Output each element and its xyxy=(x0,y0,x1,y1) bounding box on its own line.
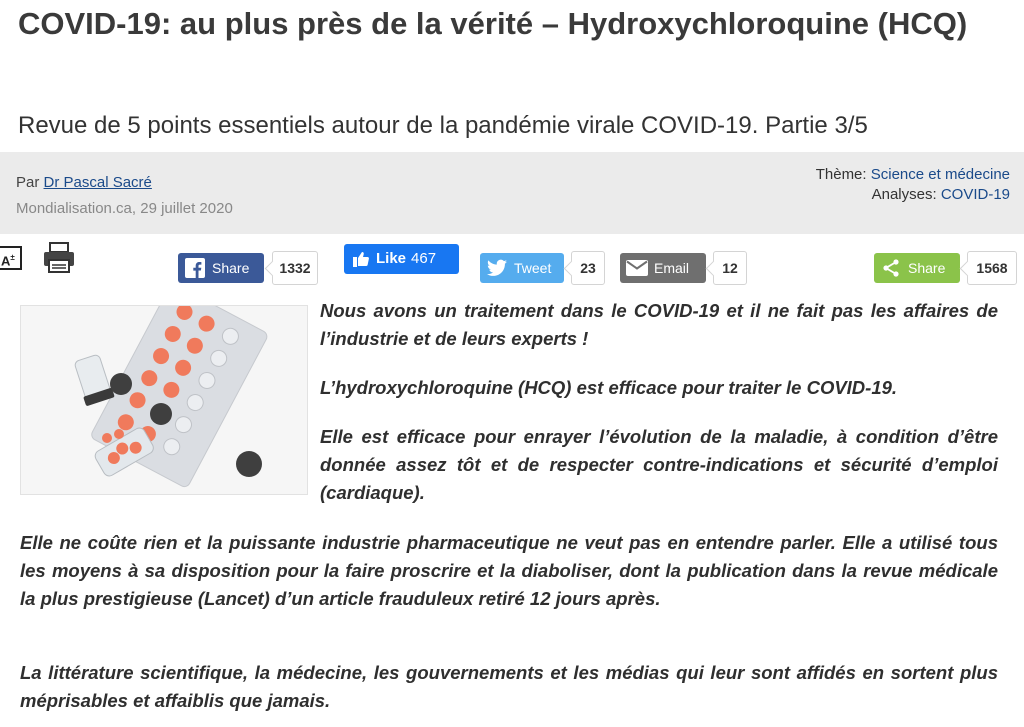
twitter-tweet-button[interactable] xyxy=(480,253,564,283)
paragraph-5: La littérature scientifique, la médecine, les gouvernements et les médias qui leur sont affidés en sortent plus méprisables et affaiblis que jamais. xyxy=(20,662,998,711)
tweet-count: 23 xyxy=(571,251,605,285)
twitter-icon xyxy=(486,257,508,279)
email-label: Email xyxy=(654,260,690,276)
tweet-label: Tweet xyxy=(514,260,552,276)
source-date: Mondialisation.ca, 29 juillet 2020 xyxy=(16,200,233,217)
paragraph-4: Elle ne coûte rien et la puissante industrie pharmaceutique ne veut pas en entendre parler. Elle a utilisé tous les moyens à sa disposition pour la faire proscrire et la diaboliser, dont la publication dans la revue médicale la plus prestigieuse (Lancet) d’un article frauduleux retiré 12 jours après. xyxy=(20,532,998,609)
generic-share-count: 1568 xyxy=(967,251,1017,285)
facebook-share-button[interactable] xyxy=(178,253,264,283)
paragraph-2: L’hydroxychloroquine (HCQ) est efficace pour traiter le COVID-19. xyxy=(320,377,898,398)
print-button[interactable] xyxy=(42,242,76,279)
font-size-icon: A xyxy=(1,253,11,269)
printer-icon xyxy=(42,242,76,274)
theme-link[interactable]: Science et médecine xyxy=(870,166,1010,183)
email-icon xyxy=(626,257,648,279)
article-photo-pills xyxy=(20,305,308,495)
email-share-button[interactable] xyxy=(620,253,706,283)
facebook-share-count: 1332 xyxy=(272,251,318,285)
byline xyxy=(16,174,152,191)
share-icon xyxy=(880,257,902,279)
share-bar xyxy=(0,234,1024,290)
analyses-link[interactable]: COVID-19 xyxy=(940,186,1010,203)
article-meta-bar xyxy=(0,152,1024,234)
generic-share-label: Share xyxy=(908,260,946,276)
facebook-share-label: Share xyxy=(212,260,250,276)
theme-label: Thème: xyxy=(815,166,867,183)
facebook-like-button[interactable] xyxy=(344,244,459,274)
byline-prefix: Par xyxy=(16,174,40,191)
article-tags xyxy=(816,165,1010,205)
generic-share-button[interactable] xyxy=(874,253,960,283)
like-label: Like xyxy=(376,250,407,267)
font-size-button[interactable]: A± xyxy=(0,246,22,270)
paragraph-3: Elle est efficace pour enrayer l’évolution de la maladie, à condition d’être donnée assez tôt et de respecter contre-indications et sécurité d’emploi (cardiaque). xyxy=(320,426,998,503)
article-title: COVID-19: au plus près de la vérité – Hydroxychloroquine (HCQ) xyxy=(18,6,968,41)
like-count: 467 xyxy=(411,250,437,267)
email-count: 12 xyxy=(713,251,747,285)
paragraph-1: Nous avons un traitement dans le COVID-19 et il ne fait pas les affaires de l’industrie et de leurs experts ! xyxy=(320,300,998,349)
author-link[interactable]: Dr Pascal Sacré xyxy=(43,174,152,191)
analyses-label: Analyses: xyxy=(871,186,937,203)
facebook-icon xyxy=(184,257,206,279)
article-subtitle: Revue de 5 points essentiels autour de la pandémie virale COVID-19. Partie 3/5 xyxy=(18,112,868,139)
thumbs-up-icon xyxy=(350,248,372,270)
